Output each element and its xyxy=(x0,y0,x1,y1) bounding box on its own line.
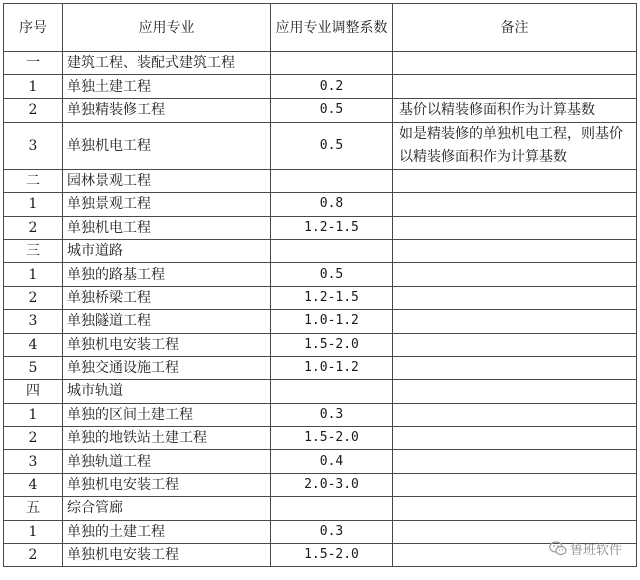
table-row xyxy=(4,473,637,496)
table-row xyxy=(4,310,637,333)
cell-name: 单独桥梁工程 xyxy=(63,286,271,309)
cell-seq: 2 xyxy=(4,544,63,567)
cell-name: 综合管廊 xyxy=(63,497,271,520)
cell-name: 单独景观工程 xyxy=(63,193,271,216)
table-row xyxy=(4,216,637,239)
cell-name: 单独的路基工程 xyxy=(63,263,271,286)
cell-coef xyxy=(271,497,393,520)
table-row xyxy=(4,380,637,403)
cell-coef: 0.5 xyxy=(271,263,393,286)
cell-remark xyxy=(393,333,637,356)
cell-seq: 2 xyxy=(4,286,63,309)
cell-name: 单独的土建工程 xyxy=(63,520,271,543)
cell-name: 单独土建工程 xyxy=(63,75,271,98)
cell-remark xyxy=(393,169,637,192)
cell-coef: 2.0-3.0 xyxy=(271,473,393,496)
cell-name: 单独隧道工程 xyxy=(63,310,271,333)
table-row xyxy=(4,544,637,567)
wechat-icon xyxy=(549,541,567,556)
cell-coef xyxy=(271,169,393,192)
cell-seq: 2 xyxy=(4,427,63,450)
cell-remark xyxy=(393,497,637,520)
cell-coef: 1.0-1.2 xyxy=(271,356,393,379)
table-row xyxy=(4,52,637,75)
cell-coef: 1.2-1.5 xyxy=(271,286,393,309)
cell-remark: 基价以精装修面积作为计算基数 xyxy=(393,98,637,122)
cell-seq: 2 xyxy=(4,98,63,122)
cell-remark xyxy=(393,310,637,333)
cell-name: 单独交通设施工程 xyxy=(63,356,271,379)
table-row xyxy=(4,403,637,426)
table-row xyxy=(4,75,637,98)
watermark-text: 鲁班软件 xyxy=(569,543,622,558)
cell-seq: 4 xyxy=(4,473,63,496)
cell-seq: 1 xyxy=(4,263,63,286)
table-header-row xyxy=(4,4,637,52)
header-seq: 序号 xyxy=(4,4,63,52)
cell-remark xyxy=(393,216,637,239)
cell-seq: 3 xyxy=(4,310,63,333)
cell-name: 单独的区间土建工程 xyxy=(63,403,271,426)
cell-seq: 五 xyxy=(4,497,63,520)
cell-seq: 4 xyxy=(4,333,63,356)
table-row xyxy=(4,356,637,379)
cell-coef xyxy=(271,380,393,403)
cell-name: 单独机电安装工程 xyxy=(63,544,271,567)
cell-coef: 0.4 xyxy=(271,450,393,473)
cell-remark xyxy=(393,380,637,403)
watermark xyxy=(549,539,622,558)
cell-coef: 0.5 xyxy=(271,122,393,169)
cell-name: 单独机电工程 xyxy=(63,216,271,239)
cell-remark xyxy=(393,75,637,98)
table-row xyxy=(4,169,637,192)
cell-seq: 5 xyxy=(4,356,63,379)
coefficient-table xyxy=(3,3,637,567)
cell-remark xyxy=(393,427,637,450)
cell-coef: 0.8 xyxy=(271,193,393,216)
cell-coef: 1.2-1.5 xyxy=(271,216,393,239)
cell-seq: 三 xyxy=(4,239,63,262)
cell-name: 单独机电安装工程 xyxy=(63,333,271,356)
table-row xyxy=(4,239,637,262)
cell-remark xyxy=(393,193,637,216)
table-row xyxy=(4,98,637,122)
cell-coef: 1.5-2.0 xyxy=(271,427,393,450)
cell-remark xyxy=(393,473,637,496)
cell-name: 城市道路 xyxy=(63,239,271,262)
cell-remark xyxy=(393,286,637,309)
cell-coef: 1.5-2.0 xyxy=(271,544,393,567)
cell-seq: 二 xyxy=(4,169,63,192)
table-row xyxy=(4,427,637,450)
cell-seq: 3 xyxy=(4,450,63,473)
cell-remark xyxy=(393,239,637,262)
cell-seq: 1 xyxy=(4,403,63,426)
table-row xyxy=(4,286,637,309)
cell-seq: 1 xyxy=(4,75,63,98)
cell-coef: 0.3 xyxy=(271,403,393,426)
header-coef: 应用专业调整系数 xyxy=(271,4,393,52)
table-row xyxy=(4,520,637,543)
cell-name: 建筑工程、装配式建筑工程 xyxy=(63,52,271,75)
cell-seq: 一 xyxy=(4,52,63,75)
table-row xyxy=(4,497,637,520)
cell-name: 园林景观工程 xyxy=(63,169,271,192)
cell-name: 单独的地铁站土建工程 xyxy=(63,427,271,450)
cell-remark xyxy=(393,403,637,426)
cell-remark xyxy=(393,263,637,286)
cell-seq: 2 xyxy=(4,216,63,239)
cell-coef: 1.0-1.2 xyxy=(271,310,393,333)
cell-seq: 四 xyxy=(4,380,63,403)
cell-name: 城市轨道 xyxy=(63,380,271,403)
cell-name: 单独机电工程 xyxy=(63,122,271,169)
table-row xyxy=(4,122,637,169)
cell-remark xyxy=(393,450,637,473)
table-row xyxy=(4,333,637,356)
cell-seq: 3 xyxy=(4,122,63,169)
header-remark: 备注 xyxy=(393,4,637,52)
table-row xyxy=(4,263,637,286)
header-name: 应用专业 xyxy=(63,4,271,52)
table-row xyxy=(4,193,637,216)
cell-remark: 如是精装修的单独机电工程，则基价以精装修面积作为计算基数 xyxy=(393,122,637,169)
cell-coef xyxy=(271,239,393,262)
cell-remark xyxy=(393,52,637,75)
cell-coef: 0.5 xyxy=(271,98,393,122)
cell-coef: 1.5-2.0 xyxy=(271,333,393,356)
cell-name: 单独机电安装工程 xyxy=(63,473,271,496)
cell-coef: 0.3 xyxy=(271,520,393,543)
cell-name: 单独轨道工程 xyxy=(63,450,271,473)
cell-name: 单独精装修工程 xyxy=(63,98,271,122)
cell-seq: 1 xyxy=(4,193,63,216)
cell-coef: 0.2 xyxy=(271,75,393,98)
table-row xyxy=(4,450,637,473)
cell-remark xyxy=(393,356,637,379)
cell-seq: 1 xyxy=(4,520,63,543)
cell-coef xyxy=(271,52,393,75)
table-body xyxy=(4,52,637,567)
